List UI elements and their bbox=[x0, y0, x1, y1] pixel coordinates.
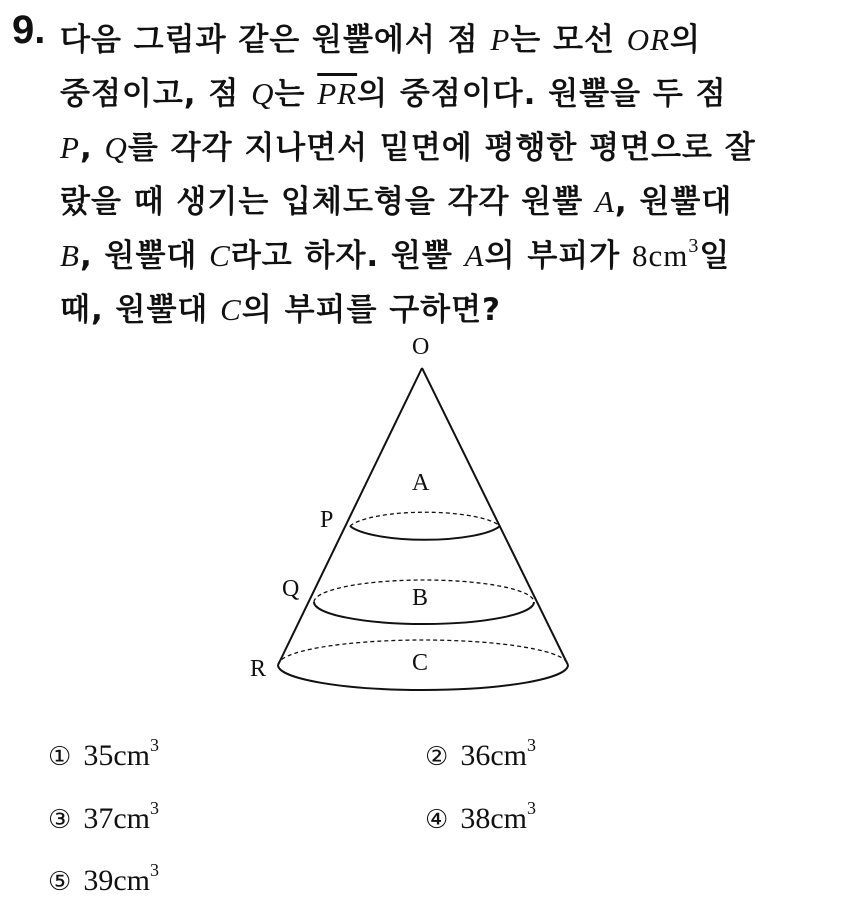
var-C: C bbox=[220, 292, 242, 327]
choice-exponent: 3 bbox=[526, 798, 536, 818]
text-segment: 라고 하자. 원뿔 bbox=[230, 238, 465, 274]
question-line-5 bbox=[60, 230, 730, 275]
ellipse-P-front bbox=[350, 526, 500, 540]
choice-unit: cm bbox=[113, 802, 150, 835]
var-C: C bbox=[209, 238, 231, 273]
text-segment: 랐을 때 생기는 입체도형을 각각 원뿔 bbox=[60, 184, 595, 220]
choice-unit: cm bbox=[113, 739, 150, 772]
choice-mark: ③ bbox=[48, 805, 72, 835]
text-segment: 는 bbox=[274, 76, 318, 112]
var-Q: Q bbox=[251, 76, 275, 111]
text-segment: 때, 원뿔대 bbox=[60, 292, 221, 328]
text-segment: 의 부피를 구하면? bbox=[241, 292, 502, 328]
ellipse-P-back bbox=[350, 512, 500, 526]
text-segment: 중점이고, 점 bbox=[60, 76, 252, 112]
cone-figure bbox=[230, 320, 610, 720]
var-B: B bbox=[60, 238, 80, 273]
text-segment: 의 중점이다. 원뿔을 두 점 bbox=[357, 76, 727, 112]
choice-mark: ② bbox=[425, 742, 449, 772]
text-segment: , bbox=[79, 130, 105, 166]
choice-value: 35 bbox=[83, 739, 114, 772]
text-segment: 의 부피가 bbox=[484, 238, 632, 274]
choice-value: 38 bbox=[460, 802, 491, 835]
var-P: P bbox=[490, 22, 511, 57]
label-Q: Q bbox=[282, 576, 300, 602]
choice-5[interactable] bbox=[48, 860, 159, 898]
label-B: B bbox=[412, 585, 429, 611]
cone-left-edge bbox=[278, 368, 422, 665]
var-A: A bbox=[594, 184, 615, 219]
question-line-1 bbox=[60, 14, 701, 59]
choice-4[interactable] bbox=[425, 798, 536, 836]
label-R: R bbox=[250, 656, 267, 682]
text-segment: 는 모선 bbox=[510, 22, 627, 58]
choice-unit: cm bbox=[113, 864, 150, 897]
segment-PR: $\overline{PR}$ bbox=[317, 76, 358, 111]
var-Q: Q bbox=[104, 130, 128, 165]
text-segment: 의 bbox=[670, 22, 701, 58]
choice-mark: ① bbox=[48, 742, 72, 772]
text-segment: 다음 그림과 같은 원뿔에서 점 bbox=[60, 22, 491, 58]
volume-unit: cm bbox=[648, 238, 689, 273]
choice-2[interactable] bbox=[425, 735, 536, 773]
choice-unit: cm bbox=[490, 802, 527, 835]
choice-3[interactable] bbox=[48, 798, 159, 836]
text-segment: , 원뿔대 bbox=[79, 238, 210, 274]
cone-right-edge bbox=[422, 368, 568, 665]
label-P: P bbox=[320, 507, 334, 533]
choice-value: 37 bbox=[83, 802, 114, 835]
var-P: P bbox=[60, 130, 80, 165]
question-line-3 bbox=[60, 122, 756, 167]
label-C: C bbox=[412, 650, 429, 676]
choice-unit: cm bbox=[490, 739, 527, 772]
label-A: A bbox=[412, 470, 430, 496]
choice-value: 36 bbox=[460, 739, 491, 772]
choice-exponent: 3 bbox=[149, 735, 159, 755]
var-A: A bbox=[464, 238, 485, 273]
choice-exponent: 3 bbox=[149, 798, 159, 818]
choice-mark: ⑤ bbox=[48, 867, 72, 897]
choice-exponent: 3 bbox=[149, 860, 159, 880]
question-line-2 bbox=[60, 68, 727, 113]
volume-value: 8 bbox=[631, 238, 649, 273]
volume-exponent: 3 bbox=[688, 235, 700, 257]
text-segment: 일 bbox=[699, 238, 731, 274]
choice-exponent: 3 bbox=[526, 735, 536, 755]
question-number: 9. bbox=[12, 8, 46, 52]
choice-1[interactable] bbox=[48, 735, 159, 773]
var-OR: OR bbox=[626, 22, 671, 57]
text-segment: 를 각각 지나면서 밑면에 평행한 평면으로 잘 bbox=[127, 130, 756, 166]
question-line-4 bbox=[60, 176, 732, 221]
text-segment: , 원뿔대 bbox=[614, 184, 733, 220]
choice-mark: ④ bbox=[425, 805, 449, 835]
label-O: O bbox=[412, 334, 430, 360]
choice-value: 39 bbox=[83, 864, 114, 897]
